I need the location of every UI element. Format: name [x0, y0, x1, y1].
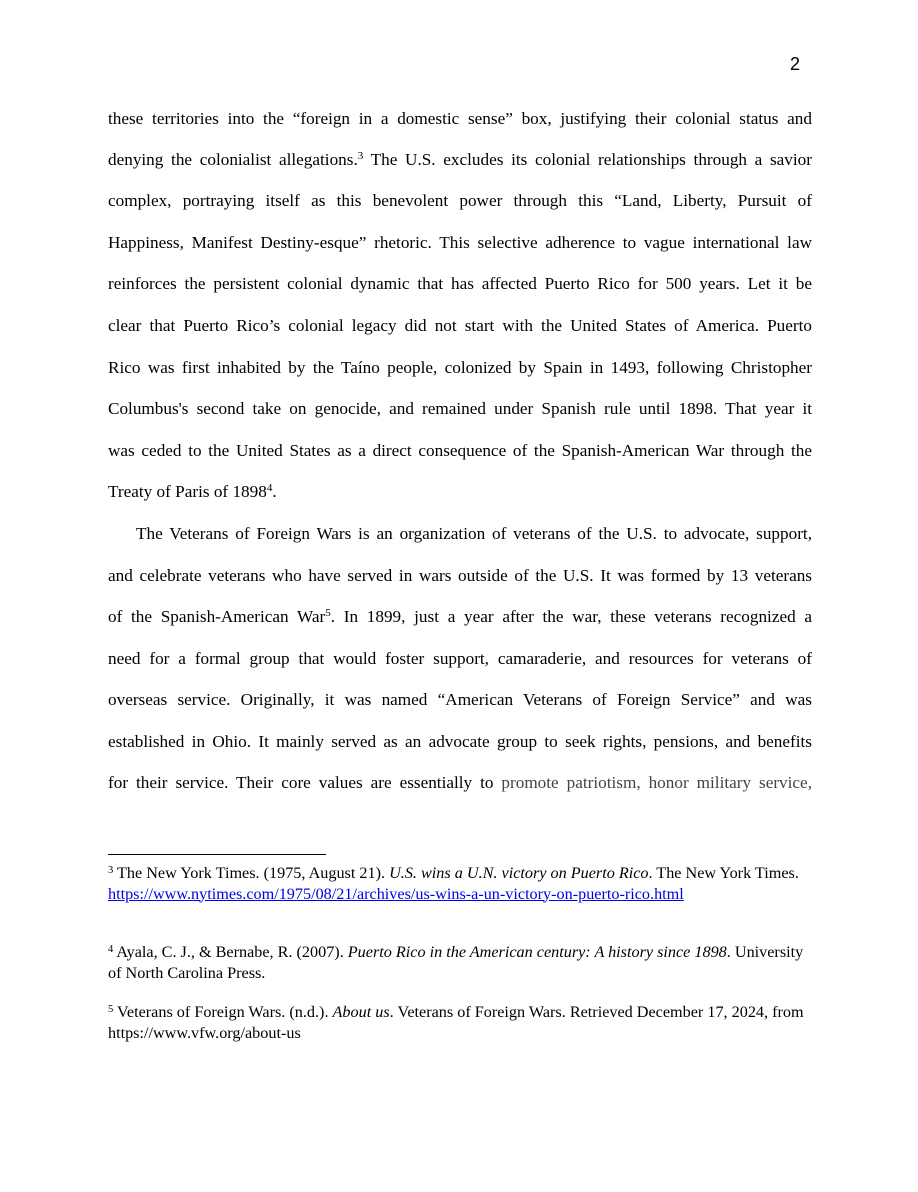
text: . [272, 482, 277, 501]
body-line: these territories into the “foreign in a domestic sense” box, justifying their colonial status and [108, 109, 812, 128]
text: . In 1899, just a year after the war, these veterans recognized a [330, 607, 813, 626]
body-line: Happiness, Manifest Destiny-esque” rhetoric. This selective adherence to vague international law [108, 233, 812, 252]
text: Treaty of Paris of 1898 [108, 482, 267, 501]
body-line: complex, portraying itself as this benevolent power through this “Land, Liberty, Pursuit of [108, 191, 812, 210]
body-line: established in Ohio. It mainly served as an advocate group to seek rights, pensions, and benefits [108, 732, 812, 751]
text: denying the colonialist allegations. [108, 150, 358, 169]
page-number: 2 [790, 54, 801, 74]
footnote-number: 3 [108, 865, 114, 876]
body-line: overseas service. Originally, it was named “American Veterans of Foreign Service” and was [108, 690, 812, 709]
citation-title: U.S. wins a U.N. victory on Puerto Rico [389, 864, 649, 882]
text: Ayala, C. J., & Bernabe, R. (2007). [116, 943, 348, 961]
text: promote patriotism, honor military service, [501, 773, 812, 792]
text: . The New York Times. [648, 864, 799, 882]
footnote-5 [108, 1002, 808, 1043]
citation-link[interactable]: https://www.nytimes.com/1975/08/21/archives/us-wins-a-un-victory-on-puerto-rico.html [108, 884, 684, 903]
footnote-number: 4 [108, 944, 114, 955]
footnote-number: 5 [108, 1004, 114, 1015]
footnote-ref-4[interactable]: 4 [266, 482, 273, 494]
body-line: and celebrate veterans who have served in wars outside of the U.S. It was formed by 13 veterans [108, 566, 812, 585]
citation-title: About us [332, 1003, 390, 1021]
text: The New York Times. (1975, August 21). [117, 864, 390, 882]
text: . Veterans of Foreign Wars. Retrieved December 17, 2024, from https://www.vfw.org/about-us [108, 1003, 804, 1042]
body-line: Columbus's second take on genocide, and remained under Spanish rule until 1898. That year it [108, 399, 812, 418]
body-line [108, 481, 812, 503]
body-line: was ceded to the United States as a direct consequence of the Spanish-American War through the [108, 441, 812, 460]
body-line [108, 606, 812, 628]
text: . University of North Carolina Press. [108, 943, 804, 982]
body-line: reinforces the persistent colonial dynamic that has affected Puerto Rico for 500 years. Let it be [108, 274, 812, 293]
body-line: need for a formal group that would foster support, camaraderie, and resources for veterans of [108, 649, 812, 668]
text: Veterans of Foreign Wars. (n.d.). [117, 1003, 333, 1021]
body-line: clear that Puerto Rico’s colonial legacy did not start with the United States of America. Puerto [108, 316, 812, 335]
body-line: Rico was first inhabited by the Taíno people, colonized by Spain in 1493, following Christopher [108, 358, 812, 377]
footnote-3 [108, 863, 808, 904]
body-line [108, 772, 812, 794]
footnote-4 [108, 942, 808, 983]
text: The U.S. excludes its colonial relationships through a savior [363, 150, 812, 169]
citation-title: Puerto Rico in the American century: A history since 1898 [347, 943, 727, 961]
text: for their service. Their core values are essentially to [108, 773, 502, 792]
footnote-separator [108, 854, 326, 855]
body-line: The Veterans of Foreign Wars is an organization of veterans of the U.S. to advocate, support, [136, 524, 812, 543]
footnote-ref-5[interactable]: 5 [325, 607, 331, 619]
footnote-ref-3[interactable]: 3 [357, 150, 364, 162]
body-line [108, 149, 812, 171]
text: of the Spanish-American War [108, 607, 326, 626]
